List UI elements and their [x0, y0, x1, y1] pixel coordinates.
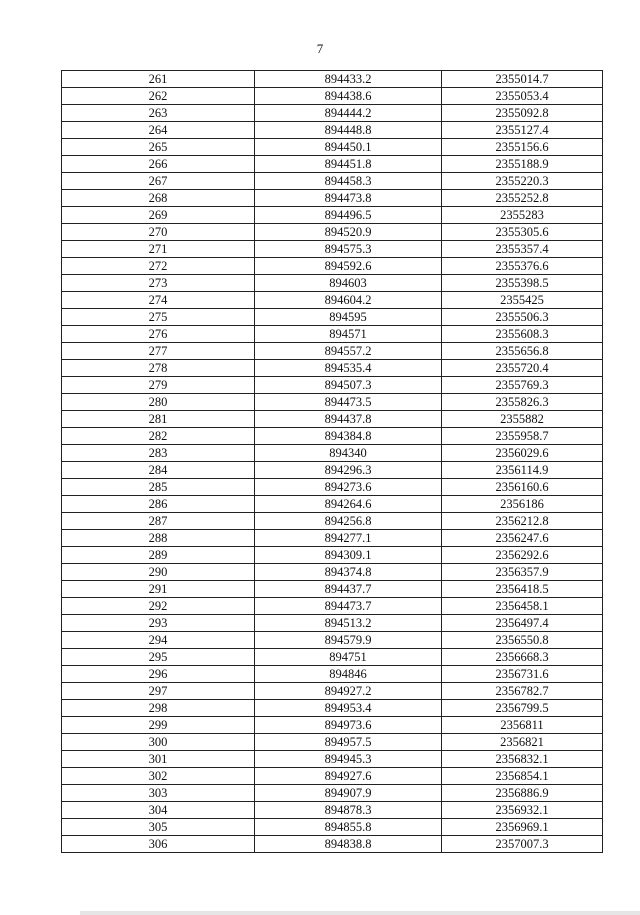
point-number-cell: 274 — [62, 292, 255, 309]
table-row — [62, 258, 603, 275]
point-number-cell: 294 — [62, 632, 255, 649]
table-row — [62, 785, 603, 802]
point-number-cell: 263 — [62, 105, 255, 122]
y-coordinate-cell: 2356799.5 — [442, 700, 603, 717]
y-coordinate-cell: 2355053.4 — [442, 88, 603, 105]
point-number-cell: 288 — [62, 530, 255, 547]
y-coordinate-cell: 2355092.8 — [442, 105, 603, 122]
x-coordinate-cell: 894374.8 — [255, 564, 442, 581]
y-coordinate-cell: 2356832.1 — [442, 751, 603, 768]
y-coordinate-cell: 2356811 — [442, 717, 603, 734]
x-coordinate-cell: 894256.8 — [255, 513, 442, 530]
x-coordinate-cell: 894273.6 — [255, 479, 442, 496]
table-row — [62, 241, 603, 258]
x-coordinate-cell: 894340 — [255, 445, 442, 462]
point-number-cell: 278 — [62, 360, 255, 377]
y-coordinate-cell: 2356114.9 — [442, 462, 603, 479]
y-coordinate-cell: 2356292.6 — [442, 547, 603, 564]
y-coordinate-cell: 2356418.5 — [442, 581, 603, 598]
point-number-cell: 272 — [62, 258, 255, 275]
point-number-cell: 261 — [62, 71, 255, 88]
x-coordinate-cell: 894433.2 — [255, 71, 442, 88]
page-number: 7 — [316, 41, 324, 56]
point-number-cell: 266 — [62, 156, 255, 173]
table-row — [62, 224, 603, 241]
x-coordinate-cell: 894309.1 — [255, 547, 442, 564]
x-coordinate-cell: 894838.8 — [255, 836, 442, 853]
table-row — [62, 207, 603, 224]
x-coordinate-cell: 894846 — [255, 666, 442, 683]
point-number-cell: 300 — [62, 734, 255, 751]
y-coordinate-cell: 2355376.6 — [442, 258, 603, 275]
scan-bottom-edge — [80, 911, 640, 915]
table-row — [62, 105, 603, 122]
point-number-cell: 280 — [62, 394, 255, 411]
table-row — [62, 700, 603, 717]
table-row — [62, 394, 603, 411]
table-row — [62, 479, 603, 496]
table-row — [62, 88, 603, 105]
x-coordinate-cell: 894927.2 — [255, 683, 442, 700]
point-number-cell: 282 — [62, 428, 255, 445]
y-coordinate-cell: 2355220.3 — [442, 173, 603, 190]
point-number-cell: 270 — [62, 224, 255, 241]
x-coordinate-cell: 894264.6 — [255, 496, 442, 513]
y-coordinate-cell: 2356932.1 — [442, 802, 603, 819]
table-row — [62, 802, 603, 819]
y-coordinate-cell: 2355826.3 — [442, 394, 603, 411]
point-number-cell: 296 — [62, 666, 255, 683]
table-row — [62, 71, 603, 88]
point-number-cell: 305 — [62, 819, 255, 836]
point-number-cell: 298 — [62, 700, 255, 717]
y-coordinate-cell: 2355882 — [442, 411, 603, 428]
point-number-cell: 291 — [62, 581, 255, 598]
y-coordinate-cell: 2355608.3 — [442, 326, 603, 343]
point-number-cell: 262 — [62, 88, 255, 105]
table-row — [62, 836, 603, 853]
table-row — [62, 513, 603, 530]
x-coordinate-cell: 894953.4 — [255, 700, 442, 717]
y-coordinate-cell: 2357007.3 — [442, 836, 603, 853]
x-coordinate-cell: 894957.5 — [255, 734, 442, 751]
table-row — [62, 173, 603, 190]
y-coordinate-cell: 2355156.6 — [442, 139, 603, 156]
point-number-cell: 273 — [62, 275, 255, 292]
x-coordinate-cell: 894444.2 — [255, 105, 442, 122]
y-coordinate-cell: 2356497.4 — [442, 615, 603, 632]
x-coordinate-cell: 894973.6 — [255, 717, 442, 734]
point-number-cell: 283 — [62, 445, 255, 462]
x-coordinate-cell: 894437.7 — [255, 581, 442, 598]
table-row — [62, 530, 603, 547]
y-coordinate-cell: 2356886.9 — [442, 785, 603, 802]
table-row — [62, 122, 603, 139]
x-coordinate-cell: 894603 — [255, 275, 442, 292]
point-number-cell: 293 — [62, 615, 255, 632]
y-coordinate-cell: 2355958.7 — [442, 428, 603, 445]
x-coordinate-cell: 894437.8 — [255, 411, 442, 428]
point-number-cell: 265 — [62, 139, 255, 156]
point-number-cell: 303 — [62, 785, 255, 802]
y-coordinate-cell: 2355188.9 — [442, 156, 603, 173]
table-row — [62, 139, 603, 156]
y-coordinate-cell: 2356212.8 — [442, 513, 603, 530]
x-coordinate-cell: 894878.3 — [255, 802, 442, 819]
table-row — [62, 411, 603, 428]
point-number-cell: 287 — [62, 513, 255, 530]
table-row — [62, 462, 603, 479]
y-coordinate-cell: 2355127.4 — [442, 122, 603, 139]
y-coordinate-cell: 2356029.6 — [442, 445, 603, 462]
x-coordinate-cell: 894513.2 — [255, 615, 442, 632]
table-row — [62, 292, 603, 309]
y-coordinate-cell: 2356247.6 — [442, 530, 603, 547]
x-coordinate-cell: 894277.1 — [255, 530, 442, 547]
y-coordinate-cell: 2356357.9 — [442, 564, 603, 581]
y-coordinate-cell: 2355357.4 — [442, 241, 603, 258]
table-row — [62, 275, 603, 292]
table-row — [62, 649, 603, 666]
table-row — [62, 564, 603, 581]
point-number-cell: 268 — [62, 190, 255, 207]
coordinates-table-body — [62, 71, 603, 853]
x-coordinate-cell: 894507.3 — [255, 377, 442, 394]
point-number-cell: 281 — [62, 411, 255, 428]
x-coordinate-cell: 894855.8 — [255, 819, 442, 836]
point-number-cell: 284 — [62, 462, 255, 479]
x-coordinate-cell: 894907.9 — [255, 785, 442, 802]
table-row — [62, 717, 603, 734]
y-coordinate-cell: 2355506.3 — [442, 309, 603, 326]
table-row — [62, 581, 603, 598]
x-coordinate-cell: 894473.7 — [255, 598, 442, 615]
table-row — [62, 666, 603, 683]
x-coordinate-cell: 894296.3 — [255, 462, 442, 479]
x-coordinate-cell: 894451.8 — [255, 156, 442, 173]
point-number-cell: 275 — [62, 309, 255, 326]
y-coordinate-cell: 2356458.1 — [442, 598, 603, 615]
y-coordinate-cell: 2355305.6 — [442, 224, 603, 241]
table-row — [62, 632, 603, 649]
point-number-cell: 304 — [62, 802, 255, 819]
x-coordinate-cell: 894384.8 — [255, 428, 442, 445]
table-row — [62, 428, 603, 445]
point-number-cell: 285 — [62, 479, 255, 496]
coordinates-table — [61, 70, 603, 853]
point-number-cell: 289 — [62, 547, 255, 564]
table-row — [62, 377, 603, 394]
x-coordinate-cell: 894927.6 — [255, 768, 442, 785]
x-coordinate-cell: 894535.4 — [255, 360, 442, 377]
table-row — [62, 496, 603, 513]
y-coordinate-cell: 2355656.8 — [442, 343, 603, 360]
x-coordinate-cell: 894595 — [255, 309, 442, 326]
point-number-cell: 306 — [62, 836, 255, 853]
table-row — [62, 445, 603, 462]
y-coordinate-cell: 2355425 — [442, 292, 603, 309]
x-coordinate-cell: 894575.3 — [255, 241, 442, 258]
y-coordinate-cell: 2355398.5 — [442, 275, 603, 292]
y-coordinate-cell: 2356969.1 — [442, 819, 603, 836]
point-number-cell: 276 — [62, 326, 255, 343]
x-coordinate-cell: 894592.6 — [255, 258, 442, 275]
x-coordinate-cell: 894571 — [255, 326, 442, 343]
table-row — [62, 819, 603, 836]
y-coordinate-cell: 2355283 — [442, 207, 603, 224]
table-row — [62, 751, 603, 768]
table-row — [62, 343, 603, 360]
point-number-cell: 271 — [62, 241, 255, 258]
table-row — [62, 734, 603, 751]
x-coordinate-cell: 894520.9 — [255, 224, 442, 241]
y-coordinate-cell: 2355252.8 — [442, 190, 603, 207]
x-coordinate-cell: 894604.2 — [255, 292, 442, 309]
point-number-cell: 277 — [62, 343, 255, 360]
x-coordinate-cell: 894448.8 — [255, 122, 442, 139]
x-coordinate-cell: 894751 — [255, 649, 442, 666]
point-number-cell: 279 — [62, 377, 255, 394]
table-row — [62, 309, 603, 326]
x-coordinate-cell: 894473.5 — [255, 394, 442, 411]
y-coordinate-cell: 2356854.1 — [442, 768, 603, 785]
point-number-cell: 299 — [62, 717, 255, 734]
point-number-cell: 269 — [62, 207, 255, 224]
x-coordinate-cell: 894496.5 — [255, 207, 442, 224]
table-row — [62, 190, 603, 207]
point-number-cell: 302 — [62, 768, 255, 785]
point-number-cell: 286 — [62, 496, 255, 513]
x-coordinate-cell: 894473.8 — [255, 190, 442, 207]
y-coordinate-cell: 2356186 — [442, 496, 603, 513]
x-coordinate-cell: 894945.3 — [255, 751, 442, 768]
point-number-cell: 295 — [62, 649, 255, 666]
x-coordinate-cell: 894438.6 — [255, 88, 442, 105]
table-row — [62, 683, 603, 700]
y-coordinate-cell: 2355014.7 — [442, 71, 603, 88]
table-row — [62, 768, 603, 785]
y-coordinate-cell: 2356731.6 — [442, 666, 603, 683]
table-row — [62, 360, 603, 377]
point-number-cell: 267 — [62, 173, 255, 190]
point-number-cell: 264 — [62, 122, 255, 139]
y-coordinate-cell: 2356550.8 — [442, 632, 603, 649]
point-number-cell: 297 — [62, 683, 255, 700]
y-coordinate-cell: 2355769.3 — [442, 377, 603, 394]
table-row — [62, 615, 603, 632]
x-coordinate-cell: 894450.1 — [255, 139, 442, 156]
table-row — [62, 326, 603, 343]
x-coordinate-cell: 894579.9 — [255, 632, 442, 649]
table-row — [62, 156, 603, 173]
table-row — [62, 547, 603, 564]
y-coordinate-cell: 2356668.3 — [442, 649, 603, 666]
y-coordinate-cell: 2356160.6 — [442, 479, 603, 496]
x-coordinate-cell: 894557.2 — [255, 343, 442, 360]
y-coordinate-cell: 2355720.4 — [442, 360, 603, 377]
point-number-cell: 301 — [62, 751, 255, 768]
point-number-cell: 292 — [62, 598, 255, 615]
table-row — [62, 598, 603, 615]
point-number-cell: 290 — [62, 564, 255, 581]
y-coordinate-cell: 2356782.7 — [442, 683, 603, 700]
y-coordinate-cell: 2356821 — [442, 734, 603, 751]
x-coordinate-cell: 894458.3 — [255, 173, 442, 190]
